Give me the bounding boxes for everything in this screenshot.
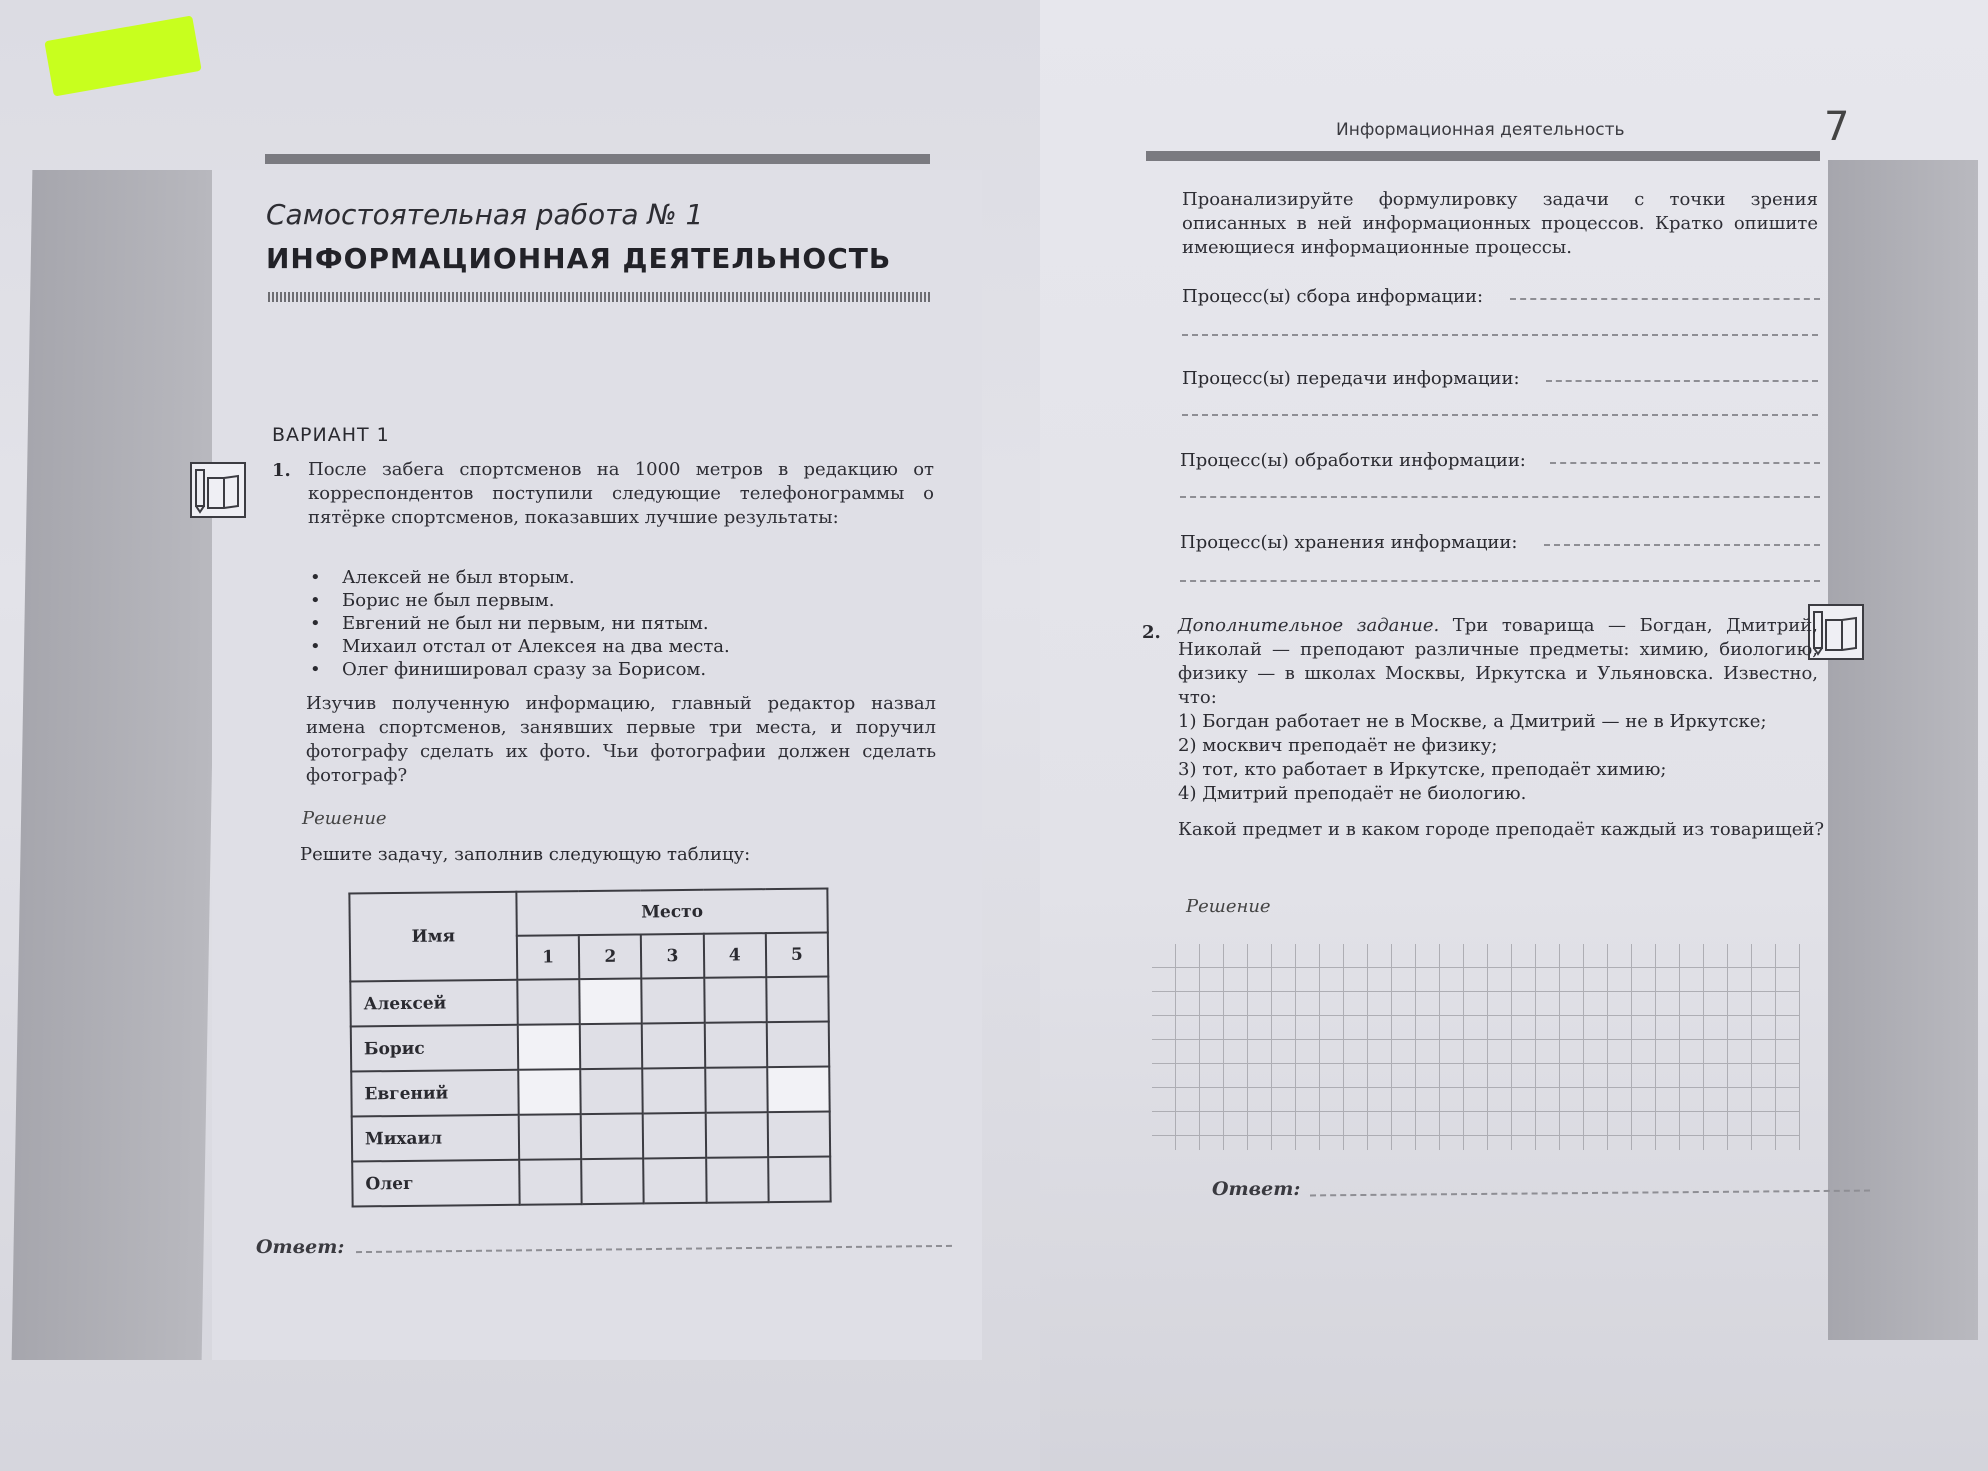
process-transfer-line[interactable] (1546, 380, 1818, 382)
table-row (351, 1066, 829, 1116)
place-col-header: 4 (703, 933, 766, 978)
condition-item: 4) Дмитрий преподаёт не биологию. (1178, 783, 1527, 804)
table-cell[interactable] (767, 1111, 830, 1157)
process-handle-prompt: Процесс(ы) обработки информации: (1180, 450, 1526, 471)
task1-conditions (306, 566, 906, 681)
solution-label: Решение (1186, 896, 1271, 917)
right-margin-band (1828, 160, 1978, 1340)
table-cell[interactable] (581, 1158, 644, 1204)
process-store-line-2[interactable] (1180, 580, 1820, 582)
table-cell[interactable] (642, 1023, 705, 1069)
place-col-header: 1 (517, 935, 580, 980)
table-cell[interactable] (580, 1068, 643, 1114)
answer-line[interactable] (1310, 1190, 1870, 1197)
process-collect-line[interactable] (1510, 298, 1820, 300)
table-cell[interactable] (705, 1067, 768, 1113)
book-pencil-icon (190, 462, 246, 518)
table-row (352, 1111, 830, 1161)
table-cell[interactable] (579, 978, 642, 1024)
table-cell[interactable] (643, 1068, 706, 1114)
table-row (351, 1021, 829, 1071)
task2-number: 2. (1142, 622, 1161, 643)
table-cell[interactable] (518, 1024, 581, 1070)
place-col-header: 3 (641, 934, 704, 979)
table-cell[interactable] (704, 977, 767, 1023)
process-handle-line[interactable] (1550, 462, 1820, 464)
answer-label: Ответ: (256, 1236, 345, 1258)
task1-question: Изучив полученную информацию, главный редактор назвал имена спортсменов, занявших первые три места, и поручил фотографу сделать их фото. Чьи фотографии должен сделать фотограф? (306, 693, 936, 786)
right-top-rule (1146, 151, 1820, 161)
task1-number: 1. (272, 460, 291, 481)
table-cell[interactable] (767, 1066, 830, 1112)
page-number: 7 (1824, 104, 1850, 150)
table-cell[interactable] (643, 1113, 706, 1159)
condition-item: 1) Богдан работает не в Москве, а Дмитрий — не в Иркутске; (1178, 711, 1767, 732)
condition-item: 3) тот, кто работает в Иркутске, преподаёт химию; (1178, 759, 1667, 780)
table-cell[interactable] (706, 1157, 769, 1203)
task2-lead: Дополнительное задание. (1178, 615, 1440, 636)
row-name: Евгений (351, 1070, 518, 1117)
place-col-header: 2 (579, 934, 642, 979)
table-cell[interactable] (642, 978, 705, 1024)
place-col-header: 5 (766, 933, 829, 978)
hatched-rule (268, 292, 932, 302)
process-handle-line-2[interactable] (1180, 496, 1820, 498)
condition-item: • Борис не был первым. (306, 589, 906, 612)
table-cell[interactable] (766, 1021, 829, 1067)
process-store-prompt: Процесс(ы) хранения информации: (1180, 532, 1518, 553)
table-cell[interactable] (705, 1112, 768, 1158)
table-row (352, 1156, 830, 1206)
table-cell[interactable] (766, 977, 829, 1023)
condition-item: 2) москвич преподаёт не физику; (1178, 735, 1498, 756)
table-cell[interactable] (519, 1159, 582, 1205)
table-cell[interactable] (580, 1023, 643, 1069)
answer-label: Ответ: (1212, 1178, 1301, 1200)
task2-question: Какой предмет и в каком городе преподаёт каждый из товарищей? (1178, 819, 1825, 840)
table-cell[interactable] (518, 1069, 581, 1115)
table-cell[interactable] (517, 979, 580, 1025)
table-cell[interactable] (704, 1022, 767, 1068)
place-header: Место (516, 889, 827, 936)
row-name: Борис (351, 1025, 518, 1072)
table-cell[interactable] (519, 1114, 582, 1160)
marker-highlight (44, 15, 201, 96)
process-transfer-line-2[interactable] (1182, 414, 1818, 416)
table-row (350, 977, 828, 1027)
process-transfer-prompt: Процесс(ы) передачи информации: (1182, 368, 1520, 389)
table-instruction: Решите задачу, заполнив следующую таблицу: (300, 844, 751, 865)
task1-intro: После забега спортсменов на 1000 метров в редакцию от корреспондентов поступили следующие телефонограммы о пятёрке спортсменов, показавших лучшие результаты: (308, 459, 934, 528)
row-name: Олег (352, 1160, 519, 1207)
condition-item: • Олег финишировал сразу за Борисом. (306, 658, 906, 681)
task2-conditions (1178, 710, 1824, 806)
row-name: Михаил (352, 1115, 519, 1162)
places-table (348, 887, 831, 1207)
solution-grid[interactable] (1152, 944, 1800, 1150)
work-title: Самостоятельная работа № 1 (266, 198, 704, 231)
variant-label: ВАРИАНТ 1 (272, 424, 390, 446)
process-collect-line-2[interactable] (1182, 334, 1818, 336)
condition-item: • Алексей не был вторым. (306, 566, 906, 589)
task2-text (1178, 614, 1818, 710)
process-collect-prompt: Процесс(ы) сбора информации: (1182, 286, 1484, 307)
table-cell[interactable] (768, 1156, 831, 1202)
right-page (1040, 0, 1988, 1471)
process-store-line[interactable] (1544, 544, 1820, 546)
row-name: Алексей (350, 980, 517, 1027)
table-cell[interactable] (581, 1113, 644, 1159)
running-header: Информационная деятельность (1336, 120, 1625, 140)
condition-item: • Михаил отстал от Алексея на два места. (306, 635, 906, 658)
table-cell[interactable] (644, 1158, 707, 1204)
top-rule (265, 154, 930, 164)
task2-body: Три товарища — Богдан, Дмитрий, Николай — преподают различные предметы: химию, биологию, физику — в школах Москвы, Иркутска и Ульяновска. Известно, что: (1178, 615, 1818, 708)
left-margin-band (12, 170, 223, 1360)
analysis-intro: Проанализируйте формулировку задачи с точки зрения описанных в ней информационных процессов. Кратко опишите имеющиеся информационные процессы. (1182, 189, 1818, 258)
solution-label: Решение (302, 808, 387, 829)
topic-title: ИНФОРМАЦИОННАЯ ДЕЯТЕЛЬНОСТЬ (266, 242, 892, 275)
name-header: Имя (349, 892, 517, 982)
condition-item: • Евгений не был ни первым, ни пятым. (306, 612, 906, 635)
